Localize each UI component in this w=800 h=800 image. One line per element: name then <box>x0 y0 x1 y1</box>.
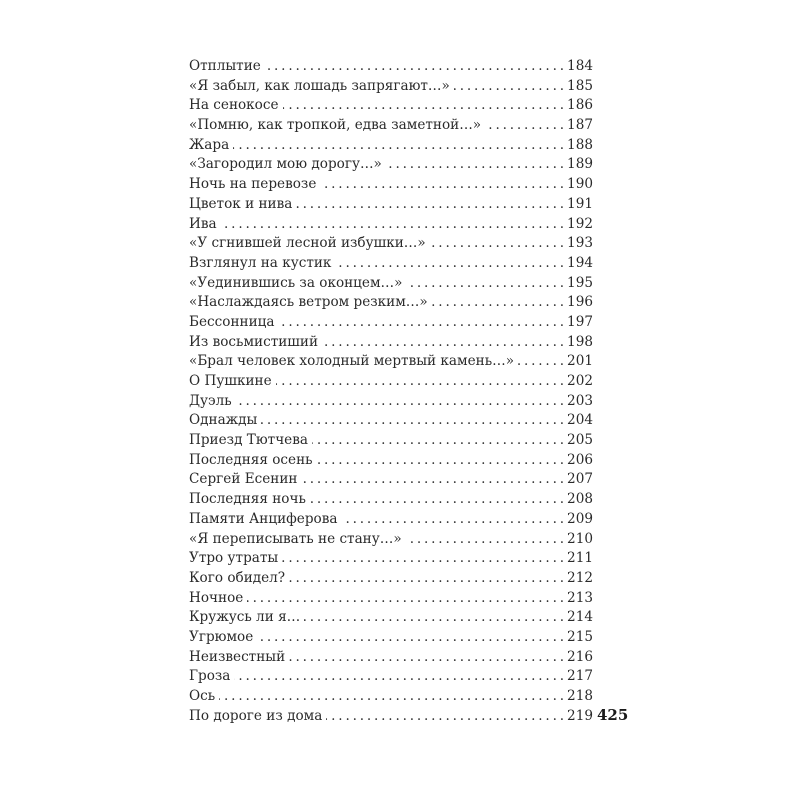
toc-entry-page: 219 <box>567 707 593 724</box>
dot-leader <box>289 648 564 668</box>
toc-entry <box>189 490 593 510</box>
toc-entry-page: 193 <box>567 235 593 252</box>
dot-leader <box>282 549 564 569</box>
toc-entry <box>189 195 593 215</box>
toc-entry <box>189 175 593 195</box>
dot-leader <box>386 155 564 175</box>
dot-leader <box>304 608 564 628</box>
toc-entry-title: Утро утраты <box>189 550 279 567</box>
toc-entry-page: 210 <box>567 530 593 547</box>
toc-entry <box>189 451 593 471</box>
toc-entry <box>189 648 593 668</box>
toc-entry-page: 205 <box>567 432 593 449</box>
toc-entry <box>189 352 593 372</box>
dot-leader <box>430 234 564 254</box>
toc-entry-page: 191 <box>567 195 593 212</box>
dot-leader <box>326 707 564 727</box>
toc-entry <box>189 510 593 530</box>
toc-entry <box>189 608 593 628</box>
dot-leader <box>296 195 564 215</box>
toc-entry-page: 213 <box>567 589 593 606</box>
toc-entry-page: 202 <box>567 373 593 389</box>
dot-leader <box>265 57 564 77</box>
toc-entry <box>189 274 593 294</box>
toc-entry-page: 184 <box>567 58 593 74</box>
toc-entry-title: «У сгнившей лесной избушки…» <box>189 235 426 252</box>
dot-leader <box>236 392 564 412</box>
dot-leader <box>454 77 564 97</box>
toc-entry <box>189 155 593 175</box>
dot-leader <box>518 352 564 372</box>
toc-entry-title: «Я переписывать не стану…» <box>189 530 402 547</box>
toc-entry-page: 188 <box>567 136 593 153</box>
toc-entry-title: Ночь на перевозе <box>189 176 317 193</box>
dot-leader <box>301 470 564 490</box>
toc-entry-page: 217 <box>567 668 593 685</box>
toc-entry-page: 216 <box>567 648 593 665</box>
dot-leader <box>335 254 564 274</box>
toc-entry <box>189 254 593 274</box>
toc-entry-page: 212 <box>567 569 593 586</box>
toc-entry-page: 209 <box>567 510 593 527</box>
toc-entry-title: Угрюмое <box>189 628 254 645</box>
toc-entry <box>189 313 593 333</box>
toc-entry <box>189 333 593 353</box>
toc-entry <box>189 667 593 687</box>
dot-leader <box>233 136 564 156</box>
toc-entry <box>189 470 593 490</box>
toc-entry <box>189 215 593 235</box>
dot-leader <box>320 175 564 195</box>
dot-leader <box>406 530 564 550</box>
toc-entry-page: 186 <box>567 97 593 114</box>
toc-entry-title: Последняя осень <box>189 451 313 468</box>
toc-entry-page: 203 <box>567 392 593 409</box>
toc-entry-page: 195 <box>567 274 593 291</box>
toc-entry-page: 190 <box>567 176 593 193</box>
toc-entry-title: О Пушкине <box>189 373 272 389</box>
toc-entry <box>189 77 593 97</box>
toc-entry-title: Кружусь ли я… <box>189 609 301 626</box>
toc-entry-title: По дороге из дома <box>189 707 323 724</box>
toc-entry-title: Последняя ночь <box>189 491 306 508</box>
toc-entry-title: Памяти Анциферова <box>189 510 338 527</box>
toc-entry <box>189 293 593 313</box>
toc-entry-page: 208 <box>567 491 593 508</box>
toc-entry <box>189 57 593 77</box>
toc-entry-page: 189 <box>567 156 593 173</box>
toc-entry-title: Сергей Есенин <box>189 471 298 488</box>
toc-entry-title: Жара <box>189 136 230 153</box>
toc-entry <box>189 530 593 550</box>
toc-entry-page: 194 <box>567 254 593 271</box>
toc-entry <box>189 431 593 451</box>
dot-leader <box>310 490 564 510</box>
toc-entry <box>189 96 593 116</box>
toc-entry-title: Цветок и нива <box>189 195 293 212</box>
toc-entry-page: 218 <box>567 688 593 704</box>
toc-entry-page: 214 <box>567 609 593 626</box>
dot-leader <box>432 293 564 313</box>
toc-entry-page: 215 <box>567 628 593 645</box>
toc-entry-page: 192 <box>567 215 593 232</box>
table-of-contents <box>189 57 593 726</box>
dot-leader <box>322 333 564 353</box>
toc-entry-page: 211 <box>567 550 593 567</box>
toc-entry-title: «Я забыл, как лошадь запрягают…» <box>189 77 450 94</box>
toc-entry <box>189 116 593 136</box>
toc-entry-title: «Брал человек холодный мертвый камень…» <box>189 353 515 370</box>
dot-leader <box>276 372 564 392</box>
toc-entry-title: Отплытие <box>189 58 261 74</box>
toc-entry-page: 201 <box>567 353 593 370</box>
toc-entry-page: 207 <box>567 471 593 488</box>
toc-entry-title: Гроза <box>189 668 231 685</box>
toc-entry <box>189 687 593 707</box>
dot-leader <box>485 116 564 136</box>
toc-entry-title: На сенокосе <box>189 97 279 114</box>
toc-entry-title: Взглянул на кустик <box>189 254 332 271</box>
toc-entry-title: «Наслаждаясь ветром резким…» <box>189 294 428 311</box>
dot-leader <box>278 313 564 333</box>
toc-entry-title: «Помню, как тропкой, едва заметной…» <box>189 117 482 134</box>
toc-entry-title: Неизвестный <box>189 648 286 665</box>
dot-leader <box>342 510 565 530</box>
dot-leader <box>234 667 564 687</box>
toc-entry-title: Приезд Тютчева <box>189 432 308 449</box>
toc-entry-title: Дуэль <box>189 392 232 409</box>
toc-entry-page: 198 <box>567 333 593 350</box>
toc-entry-page: 196 <box>567 294 593 311</box>
toc-entry-title: «Уединившись за оконцем…» <box>189 274 403 291</box>
dot-leader <box>221 215 564 235</box>
toc-entry-page: 187 <box>567 117 593 134</box>
dot-leader <box>317 451 565 471</box>
dot-leader <box>312 431 564 451</box>
toc-entry <box>189 372 593 392</box>
toc-entry-title: Из восьмистиший <box>189 333 319 350</box>
toc-entry-page: 197 <box>567 313 593 330</box>
toc-entry <box>189 411 593 431</box>
toc-entry-title: Бессонница <box>189 313 275 330</box>
toc-entry-title: Однажды <box>189 412 258 429</box>
toc-entry <box>189 549 593 569</box>
dot-leader <box>257 628 564 648</box>
toc-entry <box>189 136 593 156</box>
dot-leader <box>247 589 564 609</box>
dot-leader <box>219 687 564 707</box>
dot-leader <box>283 96 565 116</box>
toc-entry-title: Ива <box>189 215 217 232</box>
toc-entry-title: Кого обидел? <box>189 569 286 586</box>
toc-entry-page: 206 <box>567 451 593 468</box>
toc-entry-page: 185 <box>567 77 593 94</box>
dot-leader <box>261 411 564 431</box>
toc-entry <box>189 707 593 727</box>
dot-leader <box>406 274 564 294</box>
toc-entry <box>189 234 593 254</box>
toc-entry-title: Ось <box>189 688 216 704</box>
toc-entry <box>189 569 593 589</box>
toc-entry <box>189 392 593 412</box>
toc-entry-page: 204 <box>567 412 593 429</box>
page-number: 425 <box>597 706 629 724</box>
toc-entry <box>189 589 593 609</box>
toc-entry-title: Ночное <box>189 589 244 606</box>
toc-entry-title: «Загородил мою дорогу…» <box>189 156 382 173</box>
toc-entry <box>189 628 593 648</box>
dot-leader <box>289 569 564 589</box>
